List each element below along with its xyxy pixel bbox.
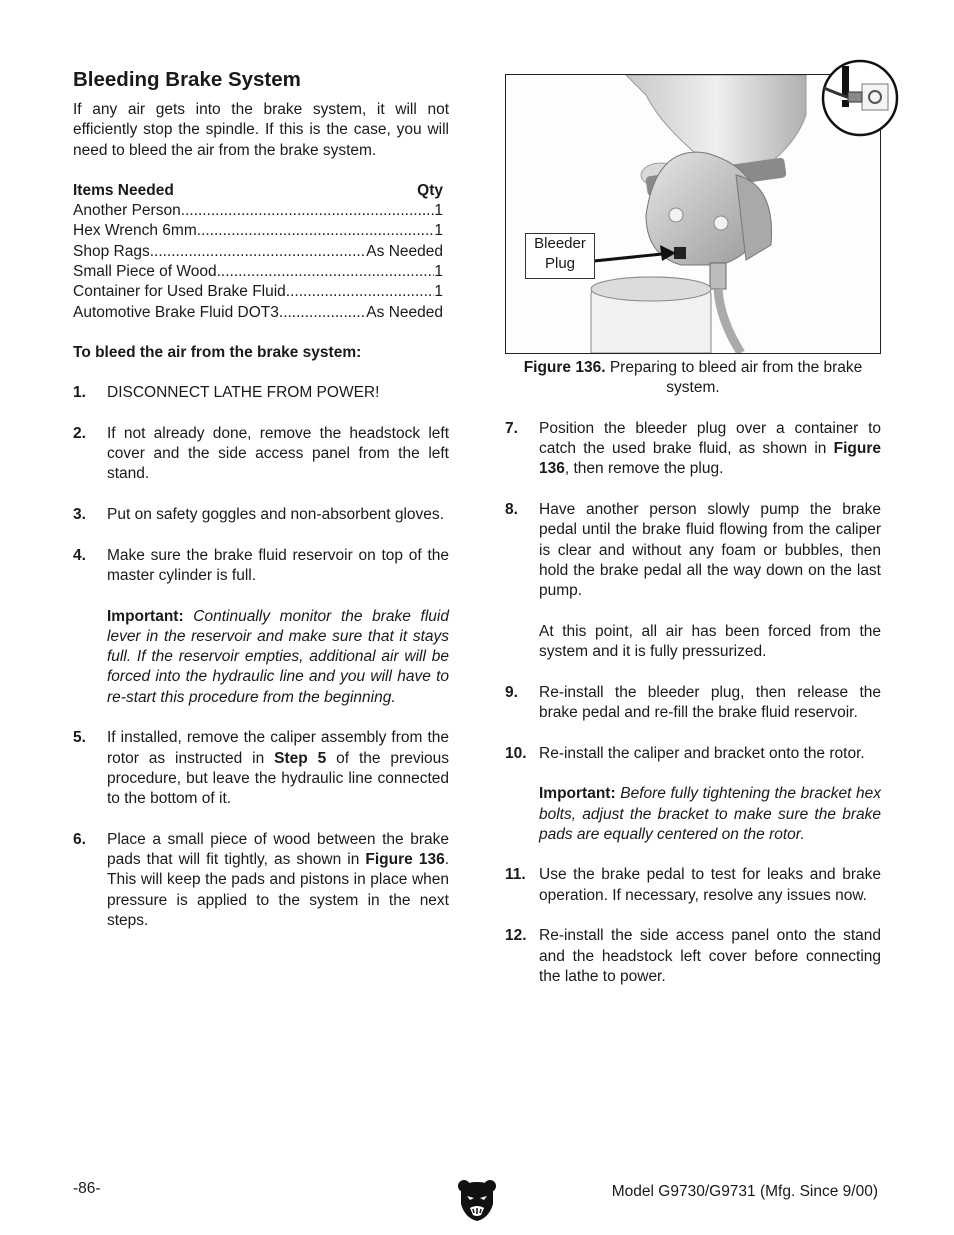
step-number: 4. (73, 546, 86, 564)
important-text: Continually monitor the brake fluid lever in the reservoir and make sure that it stays full. If the reservoir empties, additional air will be forced into the hydraulic line and you will have to re-start this procedure from the beginning. (107, 607, 449, 706)
step-2 (73, 424, 449, 485)
step-5 (73, 728, 449, 809)
item-name: Automotive Brake Fluid DOT3 (73, 303, 279, 321)
bleeder-plug-callout: Bleeder Plug (525, 233, 595, 279)
items-header-name: Items Needed (73, 181, 174, 199)
step-text: Re-install the bleeder plug, then release the brake pedal and re-fill the brake fluid reservoir. (539, 683, 881, 722)
step-8 (505, 500, 881, 662)
step-text-part: of the previous procedure, but leave the hydraulic line connected to the bottom of it. (107, 749, 450, 808)
step-number: 11. (505, 866, 526, 884)
step-6 (73, 830, 449, 931)
procedure-heading: To bleed the air from the brake system: (73, 343, 362, 361)
step-text: Put on safety goggles and non-absorbent gloves. (107, 506, 444, 524)
important-note (539, 784, 881, 845)
step-reference: Step 5 (274, 749, 327, 767)
step-text-part: . This will keep the pads and pistons in place when pressure is applied to the system in the next steps. (107, 851, 450, 929)
step-text (539, 419, 881, 480)
step-text-part: If installed, remove the caliper assembly from the rotor as instructed in (107, 729, 449, 767)
left-column (73, 68, 449, 952)
step-number: 2. (73, 424, 86, 442)
step-text-part: , then remove the plug. (564, 460, 724, 478)
step-number: 12. (505, 927, 527, 945)
page-number: -86- (73, 1180, 101, 1197)
item-qty: 1 (434, 202, 443, 220)
step-number: 3. (73, 506, 86, 524)
figure-caption (505, 358, 881, 399)
step-4 (73, 546, 449, 708)
step-7 (505, 419, 881, 480)
list-item (73, 221, 443, 241)
important-note (107, 607, 449, 708)
important-label: Important: (539, 785, 616, 803)
step-text: Make sure the brake fluid reservoir on top of the master cylinder is full. (107, 546, 449, 584)
item-name: Container for Used Brake Fluid (73, 283, 286, 301)
model-footer: Model G9730/G9731 (Mfg. Since 9/00) (611, 1183, 878, 1200)
item-name: Hex Wrench 6mm (73, 222, 197, 240)
item-qty: 1 (434, 263, 443, 281)
step-1 (73, 383, 449, 403)
items-header (73, 181, 443, 201)
section-title: Bleeding Brake System (73, 68, 301, 91)
step-9 (505, 683, 881, 724)
bear-head-logo (457, 1178, 497, 1222)
figure-reference: Figure 136 (539, 440, 881, 478)
item-name: Another Person (73, 202, 181, 220)
step-3 (73, 505, 449, 525)
figure-caption-label: Figure 136. (523, 359, 606, 376)
item-name: Shop Rags (73, 242, 150, 260)
important-label: Important: (107, 607, 184, 625)
list-item (73, 262, 443, 282)
item-name: Small Piece of Wood (73, 263, 217, 281)
steps-list-left (73, 383, 449, 931)
step-text: Re-install the side access panel onto the stand and the headstock left cover before connecting the lathe to power. (539, 927, 881, 985)
intro-paragraph: If any air gets into the brake system, it will not efficiently stop the spindle. If this is the case, you will need to bleed the air from the brake system. (73, 101, 449, 159)
step-11 (505, 865, 881, 906)
list-item (73, 282, 443, 302)
item-qty: 1 (434, 283, 443, 301)
step-text-part: Place a small piece of wood between the brake pads that will fit tightly, as shown in (107, 830, 449, 869)
item-qty: As Needed (366, 303, 443, 321)
step-number: 1. (73, 384, 86, 402)
step-number: 7. (505, 419, 518, 437)
step-10 (505, 744, 881, 845)
step-text-part: Position the bleeder plug over a container to catch the used brake fluid, as shown in (539, 419, 881, 458)
step-text (107, 728, 449, 809)
items-needed-list (73, 181, 443, 323)
step-text: Have another person slowly pump the brake pedal until the brake fluid flowing from the caliper is clear and without any foam or bubbles, then hold the brake pedal all the way down on the last pump. (539, 501, 881, 600)
step-text: If not already done, remove the headstock left cover and the side access panel from the left stand. (107, 424, 449, 483)
step-12 (505, 926, 881, 987)
step-text-followup: At this point, all air has been forced from the system and it is fully pressurized. (539, 622, 881, 661)
step-number: 5. (73, 729, 86, 747)
disconnect-power-icon (820, 58, 900, 138)
step-number: 9. (505, 683, 518, 701)
step-number: 8. (505, 501, 518, 519)
figure-reference: Figure 136 (365, 851, 445, 869)
list-item (73, 242, 443, 262)
important-text: Before fully tightening the bracket hex bolts, adjust the bracket to make sure the brake pads are equally centered on the rotor. (539, 785, 881, 843)
right-column (505, 74, 881, 1008)
list-item (73, 303, 443, 323)
step-text: Use the brake pedal to test for leaks and brake operation. If necessary, resolve any issues now. (539, 866, 881, 904)
step-text: Re-install the caliper and bracket onto the rotor. (539, 744, 865, 762)
step-text (107, 830, 449, 931)
item-qty: 1 (434, 222, 443, 240)
step-number: 10. (505, 744, 527, 762)
step-text: DISCONNECT LATHE FROM POWER! (107, 384, 380, 402)
items-header-qty: Qty (417, 181, 443, 199)
step-number: 6. (73, 830, 86, 848)
steps-list-right (505, 419, 881, 987)
figure-caption-text: Preparing to bleed air from the brake system. (609, 359, 863, 397)
item-qty: As Needed (366, 242, 443, 260)
list-item (73, 201, 443, 221)
